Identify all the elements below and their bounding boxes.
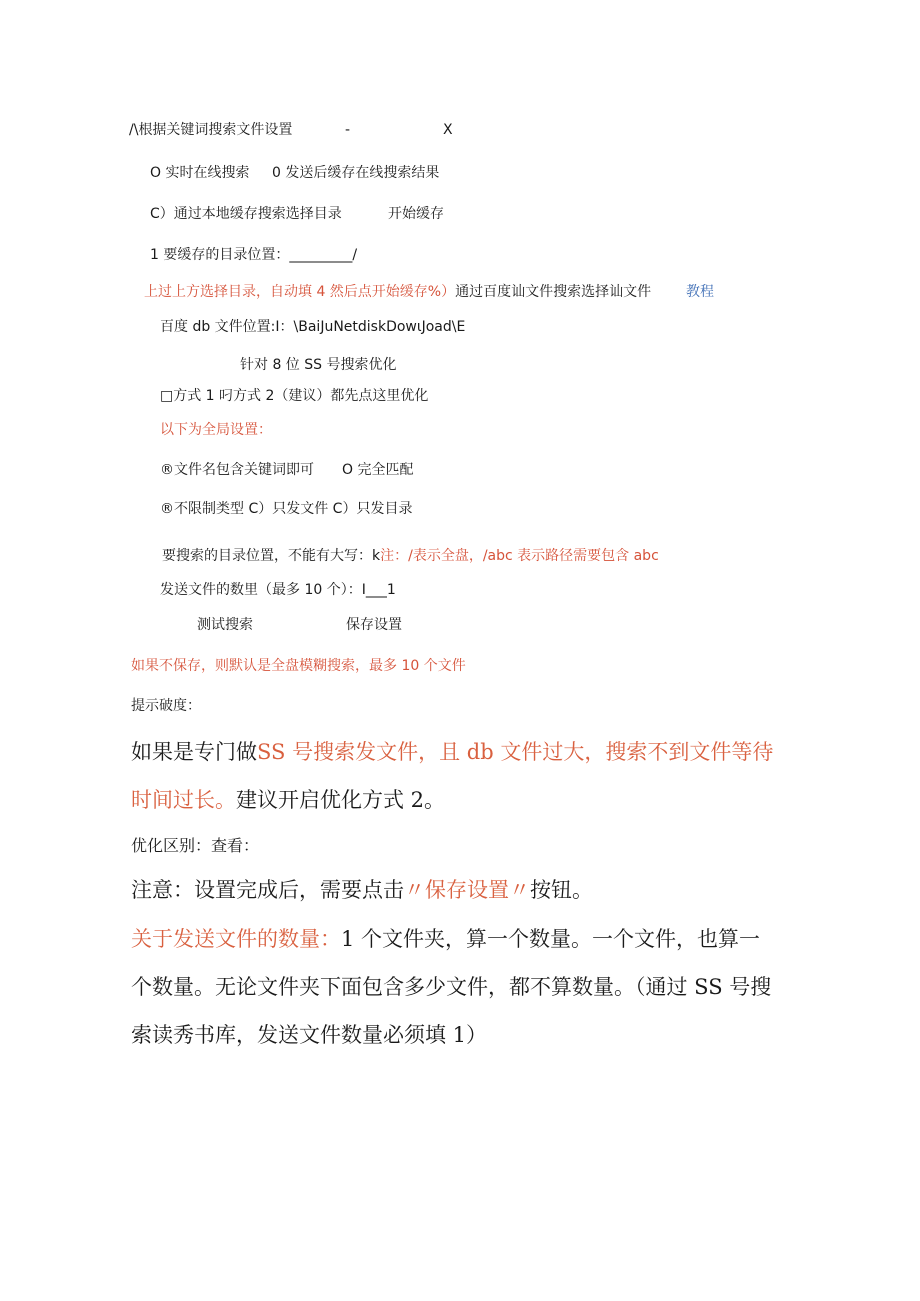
default-warning: 如果不保存，则默认是全盘模糊搜索，最多 10 个文件 [131,658,466,674]
p3-rest: 1 个文件夹，算一个数量。一个文件，也算一个数量。无论文件夹下面包含多少文件，都不算数量。（通过 SS 号搜索读秀书库，发送文件数量必须填 1） [131,927,772,1047]
search-dir-label: 要搜索的目录位置，不能有大写：k [162,548,381,564]
baidu-db-input[interactable]: \BaiJuNetdiskDowιJoad\E [293,319,466,335]
tip-label: 提示破度： [131,698,201,714]
baidu-db-label: 百度 db 文件位置:I： [160,319,294,335]
radio-realtime-search[interactable]: O 实时在线搜索 [150,165,250,181]
p1-rest: 建议开启优化方式 2。 [236,788,446,812]
close-button[interactable]: X [443,122,453,138]
ss-optimize-heading: 针对 8 位 SS 号搜索优化 [240,357,397,373]
radio-cache-after-send[interactable]: 0 发送后缓存在线搜索结果 [272,165,440,181]
p1-red: SS 号搜索发文件，且 db 文件过大，搜索不到文件等待时间过长。 [131,740,774,812]
auto-fill-hint: 上过上方选择目录，自动填 4 然后点开始缓存%） [144,284,456,300]
search-dir-note: 注：/表示全盘，/abc 表示路径需要包含 abc [380,548,659,564]
file-count-input[interactable]: I___1 [361,582,396,598]
radio-local-cache[interactable]: C）通过本地缓存搜索选择目录 [150,206,342,222]
optimize-options[interactable]: □方式 1 叼方式 2（建议）都先点这里优化 [160,388,429,404]
p2-red: 〃保存设置〃 [404,878,530,902]
paragraph-optimize-advice [131,728,781,824]
cache-dir-label: 1 要缓存的目录位置： [150,247,290,263]
baidu-search-hint: 通过百度讪文件搜索选择讪文件 [455,284,652,300]
dialog-title-text: 根据关键词搜索文件设置 [138,122,293,138]
save-settings-button[interactable]: 保存设置 [346,617,402,633]
p1-prefix: 如果是专门做 [131,740,257,764]
p3-red: 关于发送文件的数量： [131,927,341,951]
tutorial-link[interactable]: 教程 [686,284,714,300]
p2-prefix: 注意：设置完成后，需要点击 [131,878,404,902]
match-mode-row[interactable]: ®文件名包含关键词即可 O 完全匹配 [160,462,414,478]
p2-suffix: 按钮。 [530,878,593,902]
global-settings-heading: 以下为全局设置： [160,422,272,438]
paragraph-save-note [131,866,781,914]
minimize-button[interactable]: - [345,122,351,138]
dialog-title [129,121,292,139]
diff-label: 优化区别：查看： [131,836,260,855]
title-prefix: /\ [129,122,139,138]
test-search-button[interactable]: 测试搜索 [197,617,253,633]
file-count-label: 发送文件的数里（最多 10 个）： [160,582,362,598]
start-cache-button[interactable]: 开始缓存 [388,206,444,222]
paragraph-file-count [131,915,781,1059]
cache-dir-input[interactable]: _________/ [289,247,358,263]
file-type-row[interactable]: ®不限制类型 C）只发文件 C）只发目录 [160,501,413,517]
